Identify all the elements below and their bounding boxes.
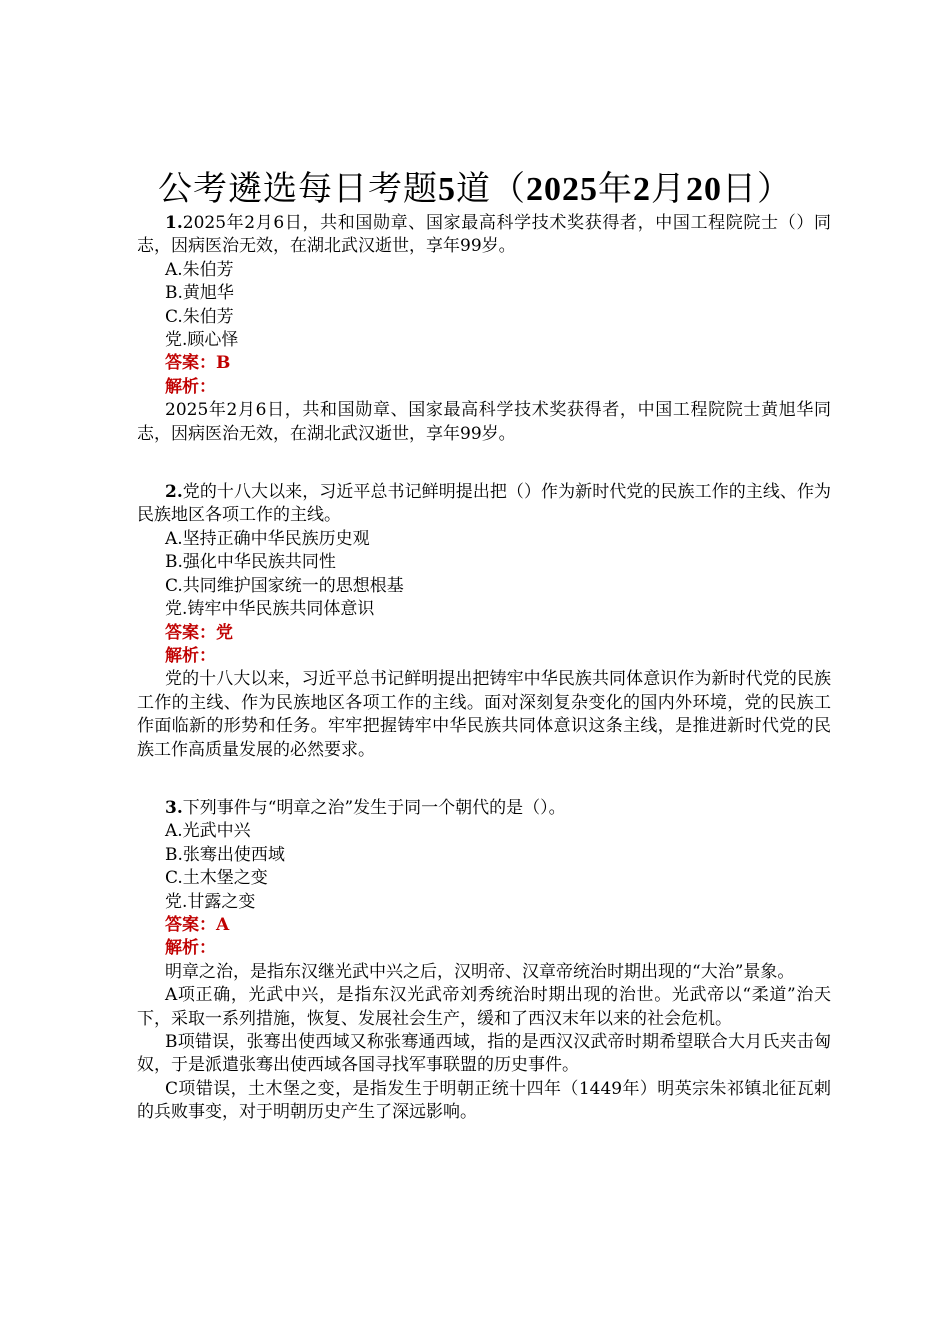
analysis-paragraph: 党的十八大以来，习近平总书记鲜明提出把铸牢中华民族共同体意识作为新时代党的民族工作的主线、作为民族地区各项工作的主线。面对深刻复杂变化的国内外环境，党的民族工作面临新的形势和任务。牢牢把握铸牢中华民族共同体意识这条主线，是推进新时代党的民族工作高质量发展的必然要求。 — [137, 669, 831, 760]
option-d: 党.铸牢中华民族共同体意识 — [165, 599, 375, 620]
analysis-label: 解析： — [165, 938, 216, 959]
option-c: C.土木堡之变 — [165, 868, 268, 889]
question-number: 3. — [165, 797, 183, 818]
analysis-paragraph: C项错误，土木堡之变，是指发生于明朝正统十四年（1449年）明英宗朱祁镇北征瓦剌的兵败事变，对于明朝历史产生了深远影响。 — [137, 1078, 831, 1123]
title-year: 2025 — [526, 171, 598, 208]
question-text: 下列事件与“明章之治”发生于同一个朝代的是（）。 — [182, 797, 566, 818]
option-a: A.朱伯芳 — [165, 259, 234, 280]
analysis-paragraph: 明章之治，是指东汉继光武中兴之后，汉明帝、汉章帝统治时期出现的“大治”景象。 — [165, 961, 795, 982]
title-text: 年 — [598, 169, 633, 209]
question-stem — [137, 797, 831, 820]
spacer — [137, 446, 831, 469]
question-3 — [137, 797, 831, 1125]
option-b: B.黄旭华 — [165, 283, 234, 304]
analysis-paragraph: A项正确，光武中兴，是指东汉光武帝刘秀统治时期出现的治世。光武帝以“柔道”治天下，采取一系列措施，恢复、发展社会生产，缓和了西汉末年以来的社会危机。 — [137, 985, 831, 1029]
question-list — [137, 212, 831, 1125]
question-text: 党的十八大以来，习近平总书记鲜明提出把（）作为新时代党的民族工作的主线、作为民族地区各项工作的主线。 — [137, 482, 831, 526]
page-title — [0, 168, 950, 211]
option-b: B.强化中华民族共同性 — [165, 552, 336, 573]
analysis-paragraph: 2025年2月6日，共和国勋章、国家最高科学技术奖获得者，中国工程院院士黄旭华同志，因病医治无效，在湖北武汉逝世，享年99岁。 — [137, 400, 831, 444]
title-text: 日） — [722, 169, 792, 209]
question-1 — [137, 212, 831, 446]
title-count: 5 — [438, 171, 456, 208]
answer: 答案：B — [165, 353, 231, 374]
answer: 答案：A — [165, 914, 230, 935]
option-c: C.共同维护国家统一的思想根基 — [165, 575, 404, 596]
analysis-label: 解析： — [165, 645, 216, 666]
question-stem — [137, 212, 831, 259]
answer: 答案：党 — [165, 622, 233, 643]
question-number: 2. — [165, 482, 183, 503]
option-b: B.张骞出使西域 — [165, 844, 285, 865]
spacer — [137, 785, 831, 797]
question-text: 2025年2月6日，共和国勋章、国家最高科学技术奖获得者，中国工程院院士（）同志，因病医治无效，在湖北武汉逝世，享年99岁。 — [137, 213, 831, 257]
option-d: 党.甘露之变 — [165, 891, 256, 912]
option-a: A.光武中兴 — [165, 821, 251, 842]
analysis-paragraph: B项错误，张骞出使西域又称张骞通西域，指的是西汉汉武帝时期希望联合大月氏夹击匈奴，于是派遣张骞出使西域各国寻找军事联盟的历史事件。 — [137, 1032, 831, 1076]
option-a: A.坚持正确中华民族历史观 — [165, 528, 370, 549]
title-day: 20 — [686, 171, 722, 208]
spacer — [137, 762, 831, 785]
title-text: 公考遴选每日考题 — [158, 169, 438, 209]
option-c: C.朱伯芳 — [165, 306, 234, 327]
question-stem — [137, 481, 831, 528]
option-d: 党.顾心怿 — [165, 330, 239, 351]
title-month: 2 — [633, 171, 651, 208]
question-2 — [137, 481, 831, 762]
title-text: 道（ — [456, 169, 526, 209]
analysis-label: 解析： — [165, 376, 216, 397]
spacer — [137, 469, 831, 481]
question-number: 1. — [165, 213, 183, 233]
title-text: 月 — [651, 169, 686, 209]
